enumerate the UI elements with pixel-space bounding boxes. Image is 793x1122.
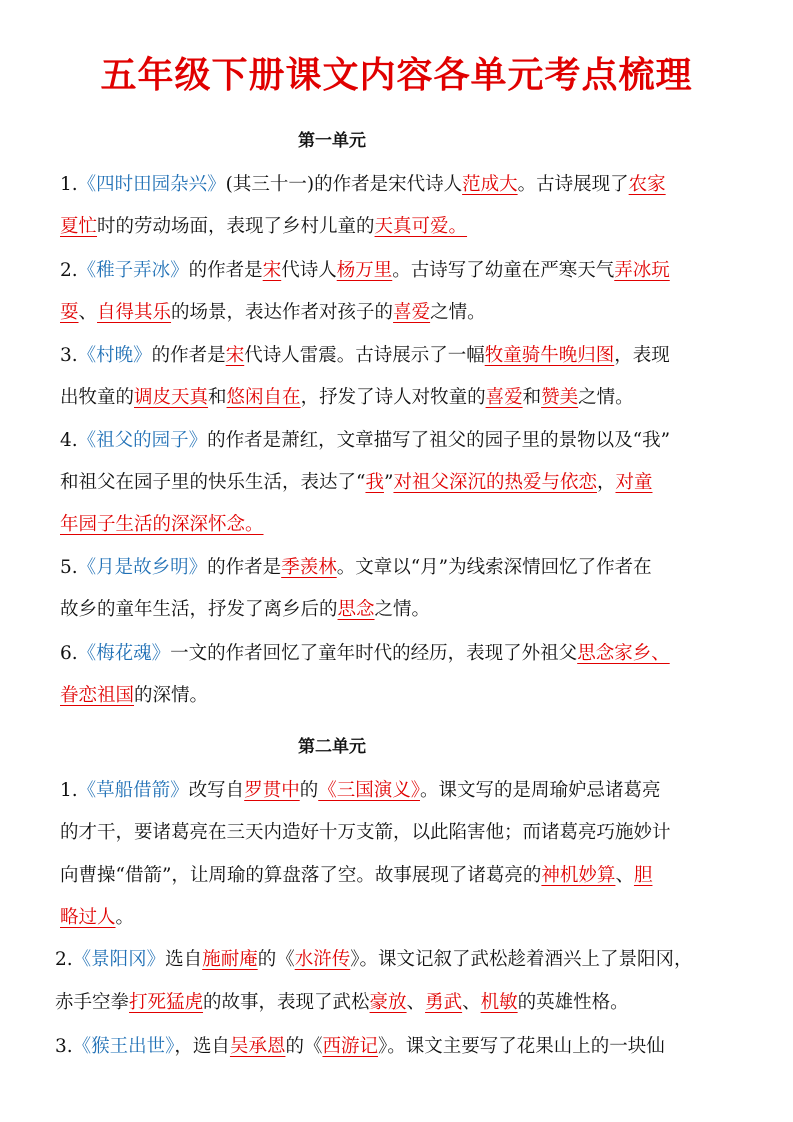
answer: 调皮天真: [134, 387, 209, 408]
text: 的作者是: [151, 345, 226, 366]
book-title: 《祖父的园子》: [77, 430, 208, 451]
text: 一文的作者回忆了童年时代的经历，表现了外祖父: [170, 643, 578, 664]
u1-item5-line2: [60, 595, 430, 625]
answer: 年园子生活的深深怀念。: [60, 514, 264, 535]
answer: 思念: [337, 599, 375, 620]
item-number: 5.: [60, 557, 78, 578]
page-title: 五年级下册课文内容各单元考点梳理: [100, 55, 693, 96]
answer: 牧童骑牛晚归图: [484, 345, 615, 366]
answer: 季羡林: [281, 557, 337, 578]
text: 之情。: [374, 599, 431, 620]
answer: 思念家乡、: [577, 643, 670, 664]
text: (其三十一)的作者是宋代诗人: [225, 174, 463, 195]
text: 的深情。: [134, 685, 209, 706]
text: 赤手空拳: [55, 992, 130, 1013]
text: 的《: [257, 949, 295, 970]
book-title: 《景阳冈》: [72, 949, 166, 970]
text: 的作者是萧红，文章描写了祖父的园子里的景物以及“我”: [207, 430, 671, 451]
text: 的场景，表达作者对孩子的: [171, 302, 394, 323]
answer: 悠闲自在: [226, 387, 301, 408]
text: 。课文写的是周瑜妒忌诸葛亮: [419, 780, 661, 801]
answer: 宋: [225, 345, 245, 366]
book-title: 《村晚》: [77, 345, 152, 366]
item-number: 4.: [60, 430, 78, 451]
answer: 略过人: [60, 907, 116, 928]
text: 的作者是: [188, 260, 263, 281]
text: 。古诗展现了: [517, 174, 629, 195]
text: 的英雄性格。: [517, 992, 629, 1013]
u1-item2-line2: [60, 298, 486, 328]
answer: 豪放: [369, 992, 407, 1013]
item-number: 2.: [60, 260, 78, 281]
u1-item1-line1: [60, 170, 666, 200]
book-title: 《月是故乡明》: [77, 557, 208, 578]
text: 代诗人: [281, 260, 337, 281]
unit-heading: 第二单元: [298, 737, 366, 757]
answer: 水浒传: [294, 949, 351, 970]
u1-item4-line1: [60, 426, 670, 456]
text: 的才干，要诸葛亮在三天内造好十万支箭，以此陷害他；而诸葛亮巧施妙计: [60, 822, 671, 843]
answer: 对童: [615, 472, 653, 493]
u2-item1-line3: [60, 861, 652, 891]
answer: 施耐庵: [202, 949, 258, 970]
text: 》。课文记叙了武松趁着酒兴上了景阳冈，: [350, 949, 693, 970]
u1-item3-line2: [60, 383, 634, 413]
item-number: 1.: [60, 780, 78, 801]
u1-item6-line2: [60, 681, 208, 711]
text: 故乡的童年生活，抒发了离乡后的: [60, 599, 338, 620]
text: 和: [522, 387, 542, 408]
text: 。文章以“月”为线索深情回忆了作者在: [336, 557, 652, 578]
text: 改写自: [188, 780, 245, 801]
book-title: 《稚子弄冰》: [77, 260, 189, 281]
text: ，: [596, 472, 616, 493]
u2-item2-line1: [55, 945, 693, 975]
answer: 神机妙算: [541, 865, 616, 886]
answer: 《三国演义》: [318, 780, 420, 801]
answer: 机敏: [480, 992, 518, 1013]
u2-item2-line2: [55, 988, 629, 1018]
text: 、: [462, 992, 481, 1013]
answer: 对祖父深沉的热爱与依恋: [393, 472, 597, 493]
text: ，表现: [614, 345, 670, 366]
answer: 喜爱: [485, 387, 523, 408]
u2-item1-line4: [60, 903, 134, 933]
text: 。古诗写了幼童在严寒天气: [392, 260, 615, 281]
answer: 自得其乐: [97, 302, 172, 323]
u2-item3-line1: [55, 1032, 665, 1062]
item-number: 1.: [60, 174, 78, 195]
answer: 天真可爱。: [374, 216, 468, 237]
text: 的故事，表现了武松: [203, 992, 370, 1013]
text: 之情。: [430, 302, 486, 323]
item-number: 6.: [60, 643, 78, 664]
u1-item1-line2: [60, 212, 467, 242]
u1-item4-line2: [60, 468, 653, 498]
answer: 杨万里: [336, 260, 393, 281]
text: 选自: [165, 949, 203, 970]
text: 之情。: [578, 387, 634, 408]
u1-item6-line1: [60, 639, 670, 669]
answer: 赞美: [541, 387, 579, 408]
text: 》。课文主要写了花果山上的一块仙: [377, 1036, 665, 1057]
answer: 打死猛虎: [129, 992, 204, 1013]
answer: 胆: [633, 865, 653, 886]
text: ，选自: [174, 1036, 230, 1057]
text: 。: [115, 907, 135, 928]
answer: 勇武: [425, 992, 463, 1013]
item-number: 3.: [60, 345, 78, 366]
answer: 宋: [262, 260, 282, 281]
text: 、: [406, 992, 426, 1013]
answer: 吴承恩: [229, 1036, 286, 1057]
answer: 农家: [628, 174, 666, 195]
text: ”: [383, 472, 394, 493]
book-title: 《梅花魂》: [77, 643, 171, 664]
text: 代诗人雷震。古诗展示了一幅: [244, 345, 485, 366]
u1-item2-line1: [60, 256, 670, 286]
u1-item5-line1: [60, 553, 652, 583]
u1-item4-line3: [60, 510, 264, 540]
text: 出牧童的: [60, 387, 135, 408]
answer: 夏忙: [60, 216, 98, 237]
text: 的作者是: [207, 557, 282, 578]
item-number: 3.: [55, 1036, 73, 1057]
book-title: 《草船借箭》: [77, 780, 189, 801]
text: 、: [78, 302, 98, 323]
answer: 罗贯中: [244, 780, 300, 801]
u1-item3-line1: [60, 341, 670, 371]
unit-heading: 第一单元: [298, 131, 366, 151]
answer: 范成大: [462, 174, 518, 195]
text: ，抒发了诗人对牧童的: [300, 387, 486, 408]
answer: 弄冰玩: [614, 260, 670, 281]
book-title: 《四时田园杂兴》: [77, 174, 226, 195]
text: 、: [615, 865, 634, 886]
answer: 耍: [60, 302, 79, 323]
text: 时的劳动场面，表现了乡村儿童的: [97, 216, 375, 237]
text: 和: [208, 387, 227, 408]
answer: 眷恋祖国: [60, 685, 135, 706]
item-number: 2.: [55, 949, 73, 970]
answer: 西游记: [322, 1036, 378, 1057]
answer: 我: [365, 472, 384, 493]
u2-item1-line1: [60, 776, 661, 806]
text: 的《: [285, 1036, 323, 1057]
text: 的: [299, 780, 319, 801]
answer: 喜爱: [393, 302, 431, 323]
book-title: 《猴王出世》: [72, 1036, 175, 1057]
u2-item1-line2: [60, 818, 671, 848]
text: 和祖父在园子里的快乐生活，表达了“: [60, 472, 366, 493]
text: 向曹操“借箭”，让周瑜的算盘落了空。故事展现了诸葛亮的: [60, 865, 542, 886]
